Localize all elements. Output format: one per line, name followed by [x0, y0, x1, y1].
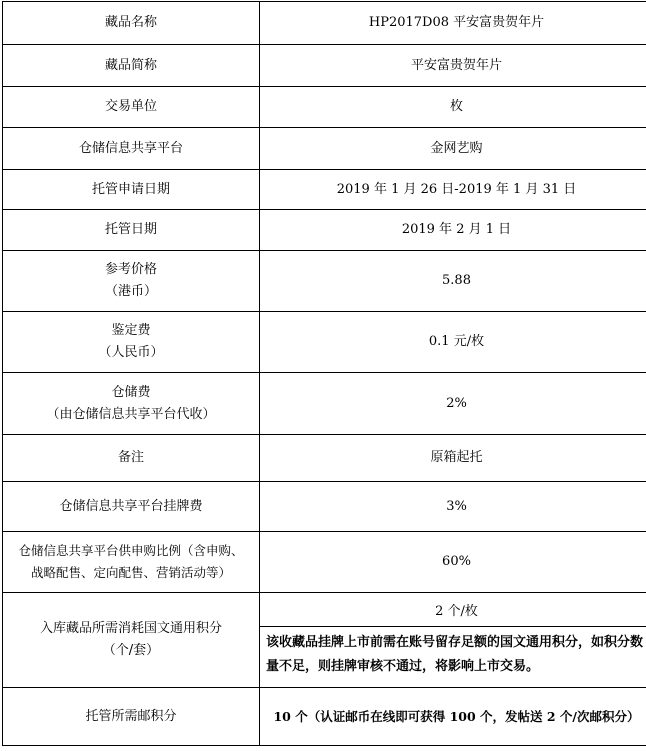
row-value-primary: 2 个/枚 — [435, 603, 478, 619]
row-label-line: 入库藏品所需消耗国文通用积分 — [39, 621, 222, 636]
row-value: 平安富贵贺年片 — [260, 45, 646, 87]
row-label-line: 参考价格 — [104, 262, 157, 277]
row-label: 托管日期 — [3, 210, 260, 251]
row-label: 交易单位 — [3, 87, 260, 128]
table-row — [3, 45, 646, 87]
row-label-line: 仓储费 — [111, 384, 151, 400]
row-label: 仓储信息共享平台挂牌费 — [3, 482, 260, 532]
row-label — [3, 312, 260, 373]
row-label — [3, 251, 260, 312]
row-value: 金网艺购 — [260, 128, 646, 170]
table-row — [3, 435, 646, 482]
table-row — [3, 593, 646, 688]
row-value — [260, 593, 646, 688]
row-value: 枚 — [260, 87, 646, 128]
table-row — [3, 210, 646, 251]
row-value: 原箱起托 — [260, 435, 646, 482]
table-row — [3, 312, 646, 373]
table-row — [3, 373, 646, 435]
row-label-line: （由仓储信息共享平台代收） — [46, 406, 216, 422]
table-row — [3, 482, 646, 532]
row-label: 仓储信息共享平台 — [3, 128, 260, 170]
row-value: 60% — [260, 532, 646, 593]
table-row — [3, 2, 646, 45]
row-label-line: （港币） — [104, 284, 157, 299]
row-label — [3, 373, 260, 435]
row-label — [3, 593, 260, 688]
row-value: 3% — [260, 482, 646, 532]
row-value: 0.1 元/枚 — [260, 312, 646, 373]
row-label-line: 鉴定费 — [111, 323, 151, 338]
collection-info-table — [2, 1, 646, 746]
row-label — [3, 532, 260, 593]
row-label: 托管申请日期 — [3, 170, 260, 210]
row-label: 藏品名称 — [3, 2, 260, 45]
row-value: HP2017D08 平安富贵贺年片 — [260, 2, 646, 45]
table-row — [3, 170, 646, 210]
row-label: 藏品简称 — [3, 45, 260, 87]
table-row — [3, 128, 646, 170]
row-label-line: 仓储信息共享平台供申购比例（含申购、 — [18, 543, 244, 558]
table-row — [3, 688, 646, 746]
table-row — [3, 532, 646, 593]
table-row — [3, 251, 646, 312]
row-value: 2019 年 1 月 26 日-2019 年 1 月 31 日 — [260, 170, 646, 210]
row-value: 2% — [260, 373, 646, 435]
row-value-note: 该收藏品挂牌上市前需在账号留存足额的国文通用积分，如积分数量不足，则挂牌审核不通过，将影响上市交易。 — [260, 626, 646, 683]
table-row — [3, 87, 646, 128]
row-label-line: （人民币） — [98, 345, 164, 360]
row-label-line: 战略配售、定向配售、营销活动等） — [30, 565, 231, 580]
row-value: 10 个（认证邮币在线即可获得 100 个，发帖送 2 个/次邮积分） — [260, 688, 646, 746]
row-value: 2019 年 2 月 1 日 — [260, 210, 646, 251]
row-label: 托管所需邮积分 — [3, 688, 260, 746]
row-label-line: （个/套） — [102, 643, 160, 658]
row-label: 备注 — [3, 435, 260, 482]
row-value: 5.88 — [260, 251, 646, 312]
